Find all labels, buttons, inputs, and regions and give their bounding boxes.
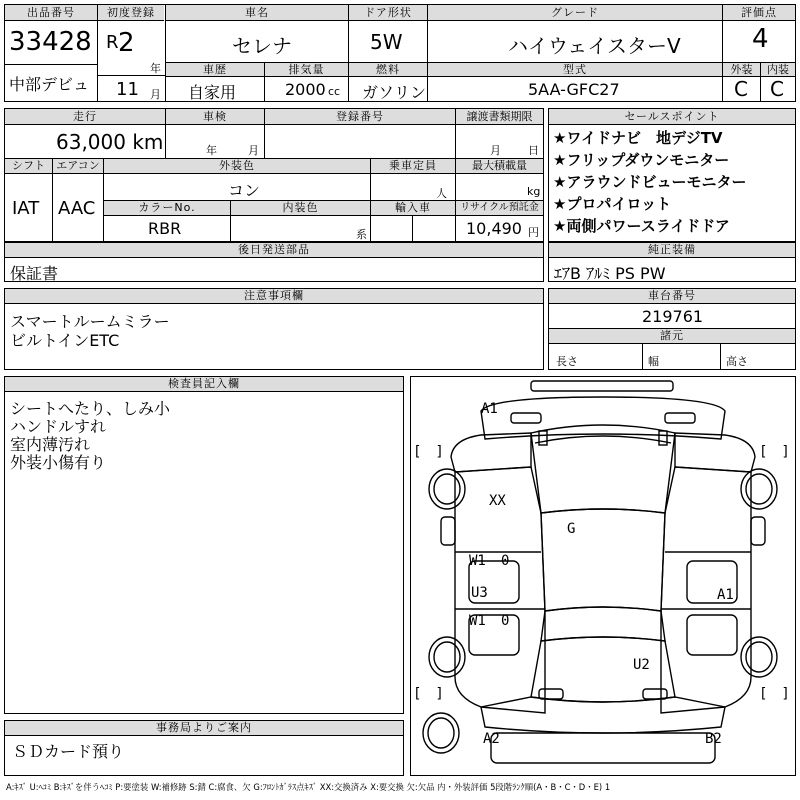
ext-grade: C [734,77,748,101]
lot-number: 33428 [9,27,92,57]
legend: A:ｷｽﾞ U:ﾍｺﾐ B:ｷｽﾞを伴うﾍｺﾐ P:要塗装 W:補修跡 S:錆 C:腐食、欠 G:ﾌﾛﾝﾄｶﾞﾗｽ点ｷｽﾞ XX:交換済み X:要交換 欠:欠品 内・外装評価 5段階ﾗﾝｸ順(A・B・C・D・E) 1 [6,782,611,792]
office-label: 事務局よりご案内 [5,721,403,736]
mark-g: G [567,521,576,537]
mark-w1: W1 [469,553,486,569]
door-label: ドア形状 [349,5,427,21]
dims-label: 諸元 [549,329,795,344]
ac: AAC [58,198,96,219]
sales-point: ★プロパイロット [553,195,672,213]
mark-a2: A2 [483,731,500,747]
reg-number-label: 登録番号 [265,109,455,125]
model: 5AA-GFC27 [528,80,620,99]
sales-point: ★フリップダウンモニター [553,151,730,169]
history: 自家用 [188,83,237,102]
int-color-label: 内装色 [231,201,370,216]
score-label: 評価点 [723,5,795,21]
office-notice: ＳＤカード預り [12,742,125,761]
transfer-label: 譲渡書類期限 [456,109,543,125]
shift-label: シフト [5,159,52,174]
cc-unit: cc [328,85,341,98]
ext-color-label: 外装色 [104,159,370,174]
mileage-label: 走行 [5,109,165,125]
mark-zero: 0 [501,613,510,629]
mileage: 63,000 km [56,130,164,154]
import-label: 輸入車 [371,201,455,216]
insp-month: 月 [248,144,259,157]
mark-zero: 0 [501,553,510,569]
venue: 中部デビュ [9,75,90,94]
reg-month: 11 [116,79,139,100]
sales-point: ★アラウンドビューモニター [553,173,747,191]
grade: ハイウェイスターV [508,34,681,58]
chassis-label: 車台番号 [549,289,795,304]
ac-label: エアコン [53,159,103,174]
int-label: 内装 [761,63,795,77]
lot-label: 出品番号 [5,5,97,21]
inspector-line: 室内薄汚れ [10,435,91,454]
genuine-label: 純正装備 [549,243,795,258]
mark-bracket: [ ] [413,444,444,460]
first-reg-label: 初度登録 [98,5,164,21]
score: 4 [752,24,769,54]
mark-bracket: [ ] [759,686,790,702]
tr-day: 日 [528,144,539,157]
note-line: スマートルームミラー [10,312,170,331]
capacity-label: 乗車定員 [371,159,455,174]
displacement: 2000 [285,80,326,99]
grade-label: グレード [428,5,722,21]
insp-year: 年 [206,144,217,157]
payload-unit: kg [527,185,541,198]
inspector-line: シートへたり、しみ小 [10,399,171,418]
inspector-line: ハンドルすれ [10,417,107,436]
history-label: 車歴 [166,63,264,77]
sales-point: ★ワイドナビ 地デジTV [553,129,723,147]
dim-length: 長さ [556,355,578,368]
sales-points-label: セールスポイント [549,109,795,125]
recycle-label: リサイクル預託金 [456,201,543,216]
mark-w1: W1 [469,613,486,629]
tr-month: 月 [490,144,501,157]
car-name: セレナ [232,34,292,58]
mark-bracket: [ ] [413,686,444,702]
int-color-unit: 系 [356,228,367,241]
fuel-label: 燃料 [349,63,427,77]
inspector-label: 検査員記入欄 [5,377,403,392]
genuine: ｴｱB ｱﾙﾐ PS PW [554,264,666,283]
car-diagram [410,376,796,776]
inspector-line: 外装小傷有り [10,453,107,472]
color-no: RBR [148,219,182,238]
dim-height: 高さ [726,355,748,368]
payload-label: 最大積載量 [456,159,543,174]
spec-block [4,108,544,242]
chassis-number: 219761 [642,307,704,326]
inspection-label: 車検 [166,109,264,125]
ext-color: コン [228,181,261,200]
mark-a1-right: A1 [717,587,734,603]
car-outline-icon [411,377,795,775]
reg-year: 2 [118,28,135,58]
ext-label: 外装 [723,63,760,77]
recycle: 10,490 [466,219,522,238]
dim-width: 幅 [648,355,659,368]
later-parts: 保証書 [10,264,59,283]
mark-xx: XX [489,493,506,509]
sales-point: ★両側パワースライドドア [553,217,730,235]
later-parts-label: 後日発送部品 [5,243,543,258]
recycle-unit: 円 [528,226,539,239]
car-name-label: 車名 [166,5,348,21]
mark-u3: U3 [471,585,488,601]
shift: IAT [12,198,40,219]
color-no-label: カラーNo. [104,201,230,216]
fuel: ガソリン [362,83,427,102]
mark-bracket: [ ] [759,444,790,460]
model-label: 型式 [428,63,722,77]
note-line: ビルトインETC [10,331,120,350]
mark-b2: B2 [705,731,722,747]
year-unit: 年 [150,62,161,75]
door: 5W [370,30,403,54]
mark-a1-front: A1 [481,401,498,417]
displacement-label: 排気量 [265,63,348,77]
mark-u2: U2 [633,657,650,673]
notes-label: 注意事項欄 [5,289,543,304]
era: R [106,32,119,53]
month-unit: 月 [150,88,161,101]
int-grade: C [770,77,784,101]
capacity-unit: 人 [436,187,447,200]
